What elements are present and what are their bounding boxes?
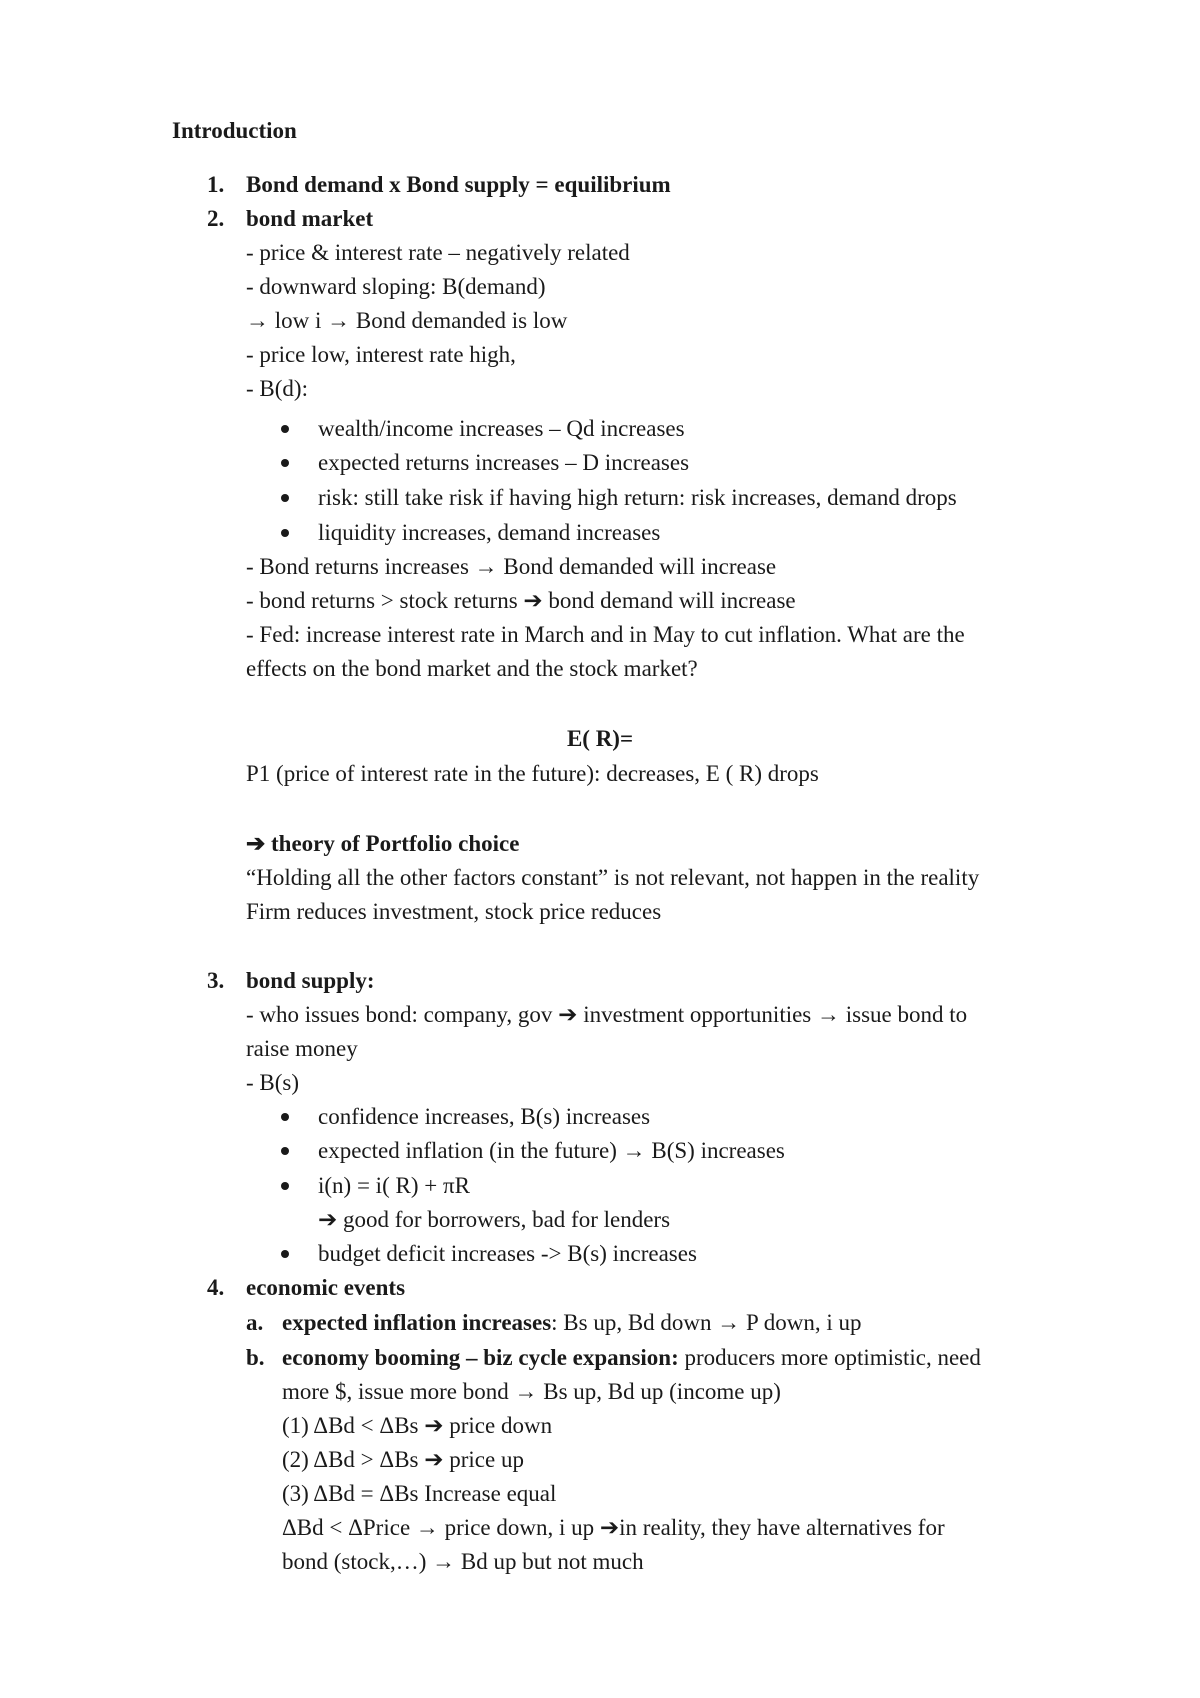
subitem-bold: economy booming – biz cycle expansion: — [282, 1345, 679, 1370]
bullet-icon — [281, 529, 289, 537]
sub-arrow-line: ➔ good for borrowers, bad for lenders — [318, 1207, 671, 1232]
formula-expected-return: E( R)= — [566, 726, 634, 751]
item-title-bond-market: bond market — [246, 206, 374, 231]
subitem-expected-inflation — [282, 1310, 861, 1336]
text-line: - Bond returns increases → Bond demanded will increase — [246, 554, 777, 579]
bullet-icon — [281, 1147, 289, 1155]
text-line: more $, issue more bond → Bs up, Bd up (income up) — [282, 1379, 781, 1404]
bullet-icon — [281, 1113, 289, 1121]
item-title-bond-supply: bond supply: — [246, 968, 375, 993]
item-number: 2. — [207, 206, 225, 231]
bullet-icon — [281, 494, 289, 502]
item-number: 1. — [207, 172, 225, 197]
text-line: - price low, interest rate high, — [246, 342, 516, 367]
text-line: → low i → Bond demanded is low — [246, 308, 568, 333]
subitem-letter: b. — [246, 1345, 265, 1370]
bullet-item: expected inflation (in the future) → B(S) increases — [318, 1138, 785, 1163]
item-number: 3. — [207, 968, 225, 993]
bullet-icon — [281, 459, 289, 467]
item-title-economic-events: economic events — [246, 1275, 406, 1300]
bullet-icon — [281, 1182, 289, 1190]
text-line: Firm reduces investment, stock price reduces — [246, 899, 662, 924]
bullet-item: budget deficit increases -> B(s) increases — [318, 1241, 697, 1266]
text-line: - downward sloping: B(demand) — [246, 274, 546, 299]
bullet-item: liquidity increases, demand increases — [318, 520, 661, 545]
bullet-item: expected returns increases – D increases — [318, 450, 690, 475]
text-line: - Fed: increase interest rate in March and in May to cut inflation. What are the — [246, 622, 965, 647]
text-line: - bond returns > stock returns ➔ bond demand will increase — [246, 588, 796, 613]
item-title-bond-equilibrium: Bond demand x Bond supply = equilibrium — [246, 172, 671, 197]
text-line: (2) ΔBd > ΔBs ➔ price up — [282, 1447, 524, 1472]
subitem-text: producers more optimistic, need — [678, 1345, 981, 1370]
text-line: - price & interest rate – negatively related — [246, 240, 630, 265]
text-line: “Holding all the other factors constant” is not relevant, not happen in the reality — [246, 865, 980, 890]
text-line: P1 (price of interest rate in the future): decreases, E ( R) drops — [246, 761, 819, 786]
text-line: - B(s) — [246, 1070, 300, 1095]
subitem-economy-booming — [282, 1345, 981, 1371]
text-line: bond (stock,…) → Bd up but not much — [282, 1549, 644, 1574]
doc-heading: Introduction — [172, 118, 297, 143]
bullet-item: i(n) = i( R) + πR — [318, 1173, 470, 1198]
subitem-text: : Bs up, Bd down → P down, i up — [551, 1310, 862, 1335]
bullet-item: wealth/income increases – Qd increases — [318, 416, 685, 441]
text-line: - who issues bond: company, gov ➔ investment opportunities → issue bond to — [246, 1002, 968, 1027]
text-line: - B(d): — [246, 376, 308, 401]
bullet-icon — [281, 425, 289, 433]
bullet-icon — [281, 1250, 289, 1258]
subitem-bold: expected inflation increases — [282, 1310, 552, 1335]
text-line: effects on the bond market and the stock market? — [246, 656, 698, 681]
bullet-item: confidence increases, B(s) increases — [318, 1104, 651, 1129]
text-line: raise money — [246, 1036, 358, 1061]
text-line: ΔBd < ΔPrice → price down, i up ➔in reality, they have alternatives for — [282, 1515, 945, 1540]
item-number: 4. — [207, 1275, 225, 1300]
portfolio-heading: ➔ theory of Portfolio choice — [246, 831, 520, 856]
text-line: (1) ΔBd < ΔBs ➔ price down — [282, 1413, 553, 1438]
subitem-letter: a. — [246, 1310, 264, 1335]
bullet-item: risk: still take risk if having high return: risk increases, demand drops — [318, 485, 957, 510]
text-line: (3) ΔBd = ΔBs Increase equal — [282, 1481, 557, 1506]
